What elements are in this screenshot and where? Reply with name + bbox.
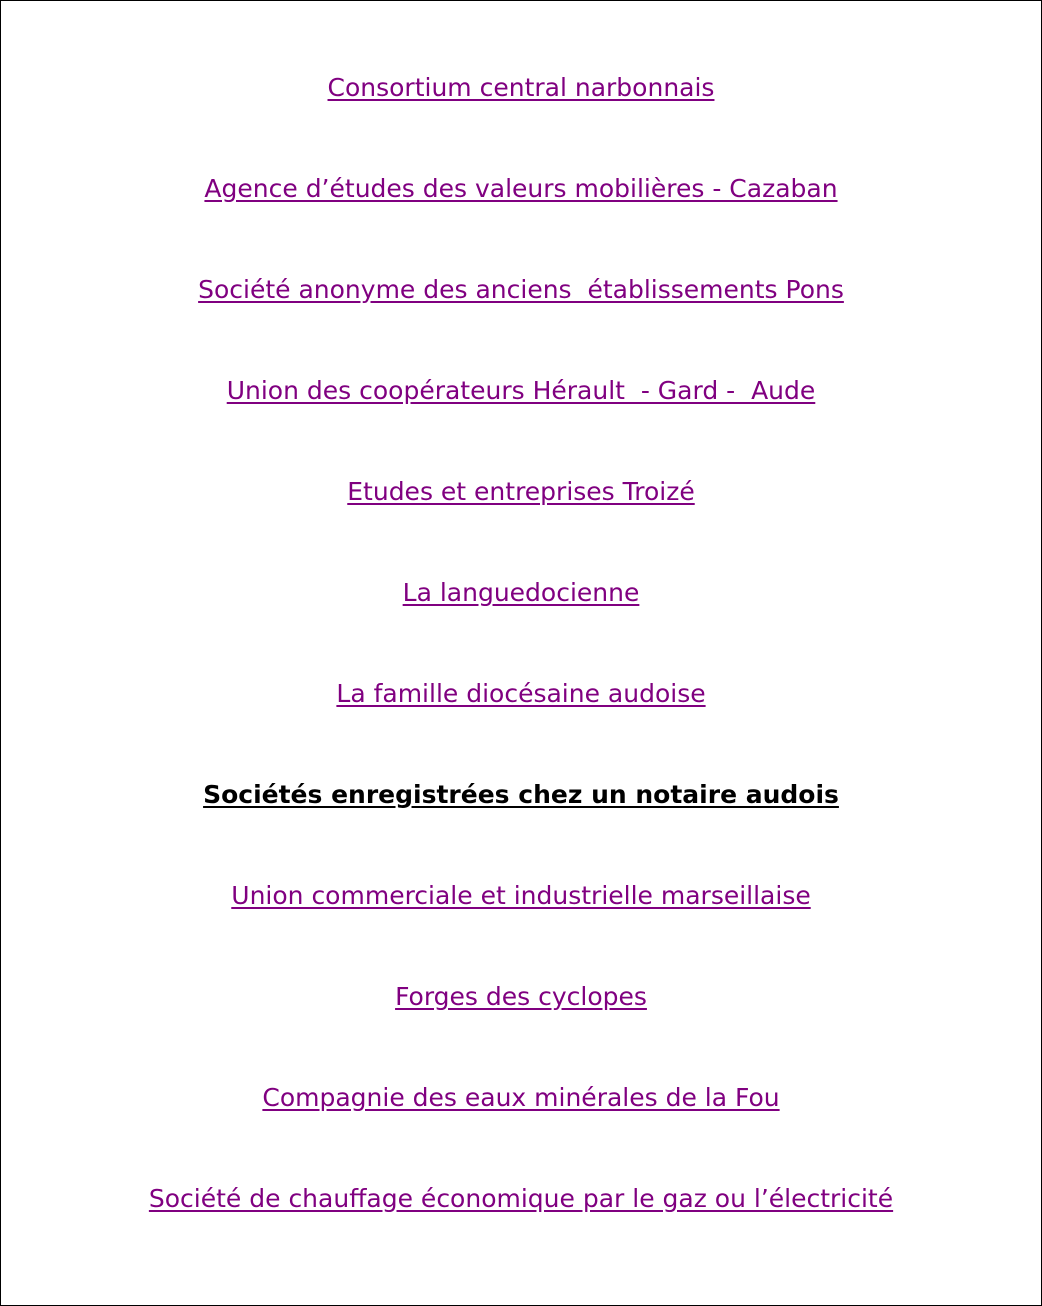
link-agence-etudes-valeurs-mobilieres[interactable]: Agence d’études des valeurs mobilières - Cazaban <box>204 174 838 203</box>
link-union-commerciale-marseillaise[interactable]: Union commerciale et industrielle marseillaise <box>231 881 811 910</box>
list-item <box>1 1174 1041 1275</box>
link-societe-anonyme-etablissements-pons[interactable]: Société anonyme des anciens établissements Pons <box>198 275 844 304</box>
link-la-languedocienne[interactable]: La languedocienne <box>402 578 640 607</box>
link-famille-diocesaine-audoise[interactable]: La famille diocésaine audoise <box>336 679 706 708</box>
list-item <box>1 467 1041 568</box>
link-forges-des-cyclopes[interactable]: Forges des cyclopes <box>395 982 647 1011</box>
list-item <box>1 63 1041 164</box>
link-societe-chauffage-economique[interactable]: Société de chauffage économique par le gaz ou l’électricité <box>148 1184 894 1213</box>
link-etudes-entreprises-troize[interactable]: Etudes et entreprises Troizé <box>347 477 695 506</box>
link-compagnie-eaux-minerales-fou[interactable]: Compagnie des eaux minérales de la Fou <box>262 1083 780 1112</box>
list-item <box>1 871 1041 972</box>
company-link-list <box>1 63 1041 1275</box>
list-item <box>1 366 1041 467</box>
list-item <box>1 568 1041 669</box>
list-item <box>1 972 1041 1073</box>
link-consortium-central-narbonnais[interactable]: Consortium central narbonnais <box>327 73 715 102</box>
list-item <box>1 1073 1041 1174</box>
link-societes-notaire-audois-current[interactable]: Sociétés enregistrées chez un notaire audois <box>203 780 839 809</box>
list-item <box>1 770 1041 871</box>
list-item <box>1 164 1041 265</box>
list-item <box>1 669 1041 770</box>
link-union-cooperateurs[interactable]: Union des coopérateurs Hérault - Gard - Aude <box>226 376 816 405</box>
list-item <box>1 265 1041 366</box>
